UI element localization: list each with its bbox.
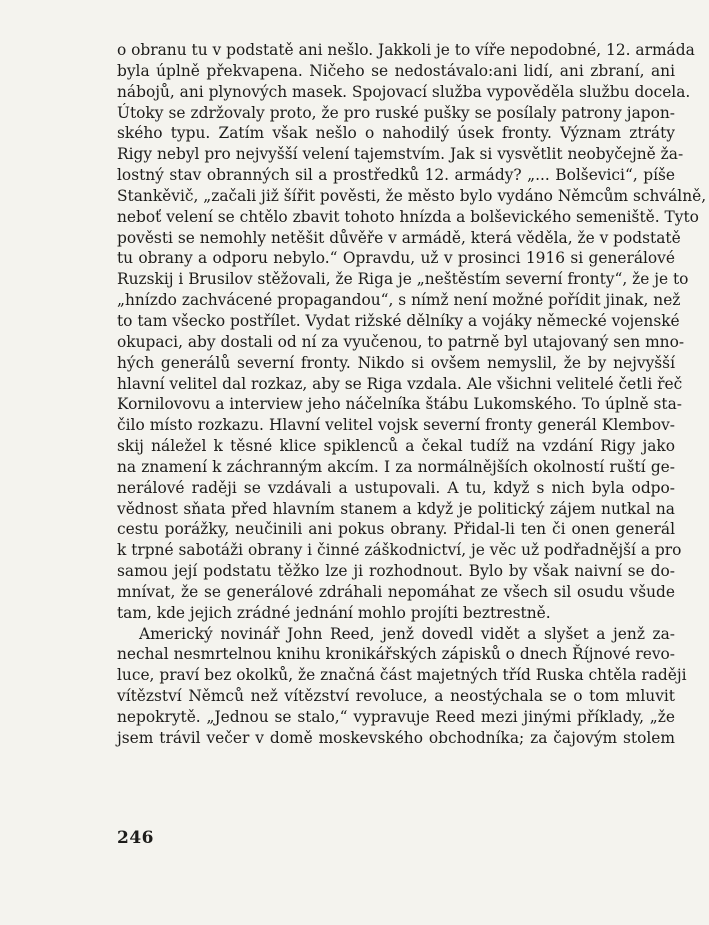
text-line: neboť velení se chtělo zbavit tohoto hnízda a bolševického semeniště. Tyto [117, 207, 699, 226]
text-line: Kornilovovu a interview jeho náčelníka štábu Lukomského. To úplně sta- [117, 395, 682, 414]
text-line: ského typu. Zatím však nešlo o nahodilý úsek fronty. Význam ztráty [117, 124, 675, 143]
text-line: jsem trávil večer v domě moskevského obchodníka; za čajovým stolem [117, 728, 675, 747]
text-line: o obranu tu v podstatě ani nešlo. Jakkoli je to víře nepodobné, 12. armáda [117, 41, 695, 59]
text-line: tu obrany a odporu nebylo.“ Opravdu, už v prosinci 1916 si generálové [117, 249, 675, 268]
text-line: Stankěvič, „začali již šířit pověsti, že město bylo vydáno Němcům schválně, [117, 186, 707, 205]
text-line: nechal nesmrtelnou knihu kronikářských zápisků o dnech Říjnové revo- [117, 645, 675, 664]
text-line: vítězství Němců než vítězství revoluce, a neostýchala se o tom mluvit [117, 687, 675, 706]
text-line: hlavní velitel dal rozkaz, aby se Riga vzdala. Ale všichni velitelé četli řeč [117, 374, 683, 393]
text-line: lostný stav obranných sil a prostředků 12. armády? „... Bolševici“, píše [117, 166, 675, 185]
text-line: luce, praví bez okolků, že značná část majetných tříd Ruska chtěla raději [117, 666, 687, 685]
text-line: Rigy nebyl pro nejvyšší velení tajemstvím. Jak si vysvětlit neobyčejně ža- [117, 145, 684, 164]
text-line: cestu porážky, neučinili ani pokus obrany. Přidal-li ten či onen generál [117, 520, 675, 539]
text-line: skij náležel k těsné klice spiklenců a čekal tudíž na vzdání Rigy jako [117, 437, 675, 456]
paragraph-first-line: Americký novinář John Reed, jenž dovedl vidět a slyšet a jenž za- [139, 624, 675, 643]
text-line: na znamení k záchranným akcím. I za normálnějších okolností ruští ge- [117, 457, 675, 476]
text-line: samou její podstatu těžko lze ji rozhodnout. Bylo by však naivní se do- [117, 562, 675, 581]
text-line: nerálové raději se vzdávali a ustupovali. A tu, když s nich byla odpo- [117, 478, 675, 497]
text-line: to tam všecko postřílet. Vydat rižské dělníky a vojáky německé vojenské [117, 311, 680, 330]
text-line: hých generálů severní fronty. Nikdo si ovšem nemyslil, že by nejvyšší [117, 353, 675, 372]
body-text [117, 40, 707, 749]
text-line: čilo místo rozkazu. Hlavní velitel vojsk severní fronty generál Klembov- [117, 416, 675, 435]
text-line: pověsti se nemohly netěšit důvěře v armádě, která věděla, že v podstatě [117, 228, 681, 247]
text-line: k trpné sabotáži obrany i činné záškodnictví, je věc už podřadnější a pro [117, 541, 682, 560]
paragraph-last-line: tam, kde jejich zrádné jednání mohlo projíti beztrestně. [117, 603, 551, 622]
text-line: okupaci, aby dostali od ní za vyučenou, to patrně byl utajovaný sen mno- [117, 332, 685, 351]
text-line: mnívat, že se generálové zdráhali nepomáhat ze všech sil osudu všude [117, 582, 675, 601]
text-line: nábojů, ani plynových masek. Spojovací služba vypověděla službu docela. [117, 82, 691, 101]
text-line: byla úplně překvapena. Ničeho se nedostávalo:ani lidí, ani zbraní, ani [117, 61, 675, 80]
text-line: nepokrytě. „Jednou se stalo,“ vypravuje Reed mezi jinými příklady, „že [117, 708, 675, 726]
page-number: 246 [117, 828, 154, 848]
text-line: Ruzskij i Brusilov stěžovali, že Riga je „neštěstím severní fronty“, že je to [117, 270, 689, 289]
text-line: Útoky se zdržovaly proto, že pro ruské pušky se posílaly patrony japon- [117, 103, 675, 122]
text-line: „hnízdo zachvácené propagandou“, s nímž není možné pořídit jinak, než [117, 291, 681, 310]
text-line: vědnost sňata před hlavním stanem a když je politický zájem nutkal na [117, 499, 675, 518]
